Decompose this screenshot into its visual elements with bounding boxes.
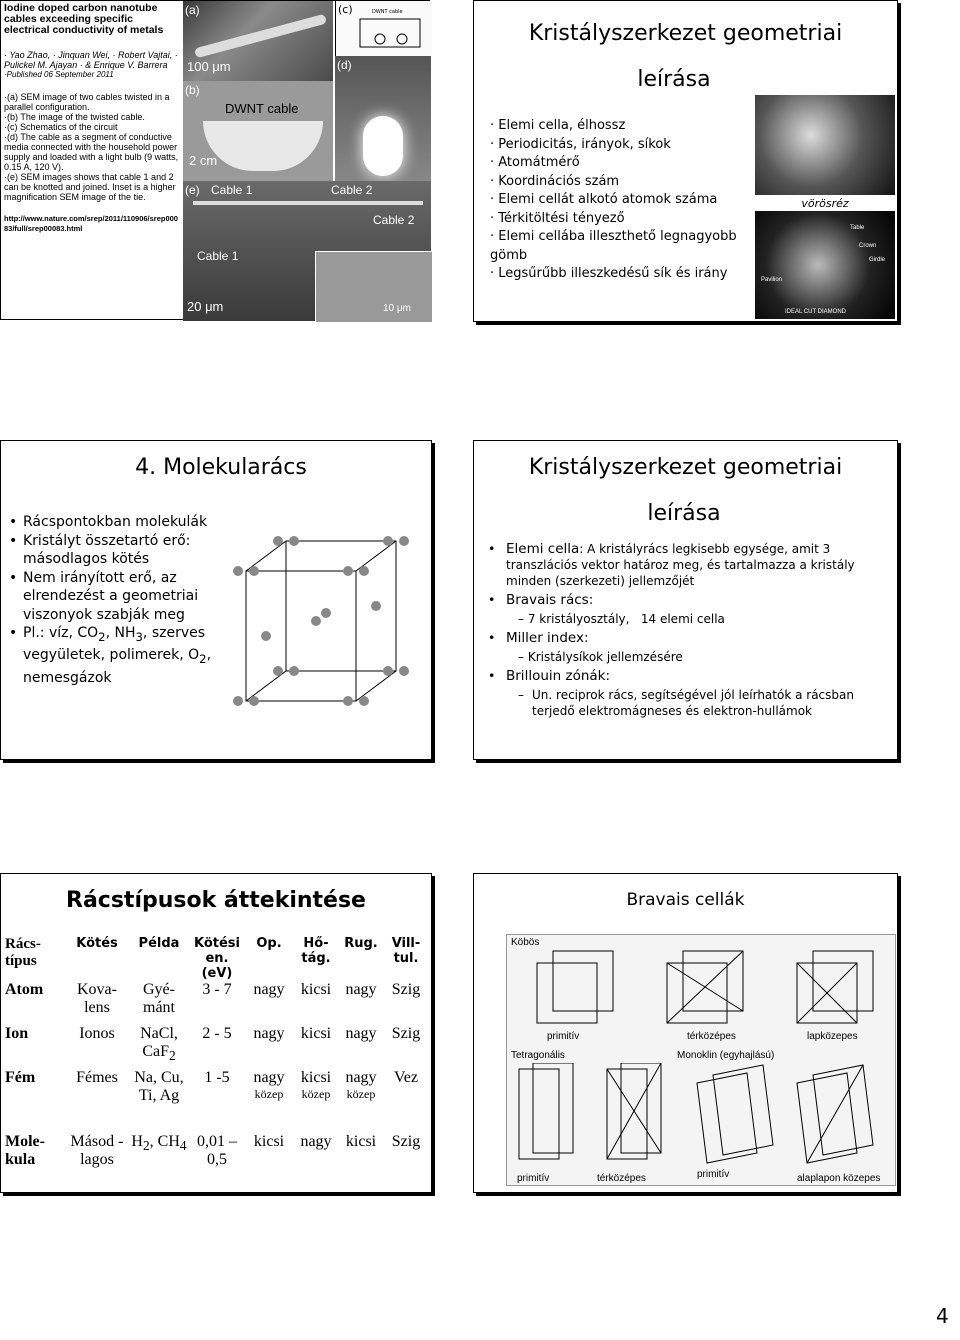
cell-example bbox=[129, 1069, 189, 1133]
slide1-authors: · Yao Zhao, · Jinquan Wei, · Robert Vajtai, · Pulickel M. Ajayan · & Enrique V. Barrera bbox=[4, 50, 178, 70]
cell-example-sub2: 4 bbox=[179, 1138, 187, 1154]
cell-example-sub: 2 bbox=[142, 1138, 150, 1154]
row-type: Ion bbox=[5, 1025, 29, 1042]
molecular-lattice-diagram bbox=[216, 521, 426, 721]
cell-bond: Ionos bbox=[79, 1025, 115, 1042]
list-item-text: Koordinációs szám bbox=[498, 173, 620, 189]
cell-example-text2: , CH bbox=[149, 1133, 180, 1150]
col-header: Hő-tág. bbox=[301, 936, 331, 966]
list-item-text bbox=[506, 541, 893, 589]
cell-vill: Szig bbox=[391, 1025, 421, 1042]
bullet: · bbox=[490, 136, 499, 152]
cell-op: nagy bbox=[253, 1025, 285, 1042]
cell-vill: Szig bbox=[391, 1133, 421, 1150]
copper-photo bbox=[755, 95, 895, 195]
label-terkozepes-2: térközépes bbox=[597, 1173, 646, 1184]
list-item bbox=[488, 541, 893, 589]
slide1-caption-d: ·(d) The cable as a segment of conductive media connected with the household power supply and loaded with a light bulb (9 watts, 0.15 A, 120 V). bbox=[4, 132, 179, 172]
cable-2-label: Cable 2 bbox=[331, 183, 373, 197]
table-row bbox=[3, 1025, 429, 1069]
schematic-label: DWNT cable bbox=[372, 9, 403, 15]
list-item bbox=[490, 154, 740, 173]
cell-energy: 2 - 5 bbox=[202, 1025, 232, 1042]
cell-bond: Másod -lagos bbox=[70, 1133, 124, 1168]
slide3-list bbox=[9, 513, 214, 687]
scale-label-a: 100 μm bbox=[187, 59, 231, 74]
label-primitiv-2: primitív bbox=[517, 1173, 550, 1184]
sub-item: – 7 kristályosztály, 14 elemi cella bbox=[518, 612, 725, 626]
bullet: · bbox=[490, 118, 499, 133]
pl-end: , nemesgázok bbox=[23, 647, 212, 686]
col-header: Vill-tul. bbox=[391, 936, 421, 966]
slide-molekularacs bbox=[0, 440, 432, 760]
cell-example-text: NaCl, CaF bbox=[140, 1025, 178, 1060]
cell-energy: 0,01 –0,5 bbox=[197, 1133, 237, 1168]
slide1-title: Iodine doped carbon nanotube cables exceeding specific electrical conductivity of metals bbox=[4, 2, 164, 36]
table-row bbox=[3, 981, 429, 1025]
pl-sub: 2 bbox=[98, 629, 106, 644]
cell-vill: Szig bbox=[391, 981, 421, 998]
inset-image bbox=[315, 251, 433, 323]
cell-example bbox=[129, 1133, 189, 1177]
sem-image-e bbox=[183, 181, 431, 321]
slide1-caption-c: ·(c) Schematics of the circuit bbox=[4, 122, 118, 132]
cell-example bbox=[129, 1025, 189, 1069]
list-item-text: Atomátmérő bbox=[498, 155, 580, 170]
slide-bravais bbox=[473, 873, 898, 1193]
circuit-icon bbox=[350, 11, 430, 51]
list-item-text: Térkitöltési tényező bbox=[498, 210, 625, 226]
cubic-cells-icon bbox=[507, 945, 895, 1045]
cell-rug-text: nagy bbox=[345, 1069, 377, 1086]
cell-op-text: nagy bbox=[253, 1069, 285, 1086]
pl-mid: , szerves vegyületek, polimerek, O bbox=[23, 625, 206, 664]
bullet: · bbox=[490, 192, 499, 207]
list-item bbox=[9, 513, 214, 532]
list-item-text: Brillouin zónák: bbox=[506, 668, 611, 684]
cell-energy: 1 -5 bbox=[204, 1069, 230, 1086]
label-monoklin: Monoklin (egyhajlású) bbox=[677, 1050, 775, 1061]
bullet: • bbox=[488, 592, 496, 607]
list-item-text: Elemi cella, élhossz bbox=[498, 118, 626, 133]
cell-op-small: közep bbox=[254, 1087, 284, 1101]
col-header: Op. bbox=[256, 936, 282, 951]
slide1-published: ·Published 06 September 2011 bbox=[4, 70, 114, 79]
slide1-url[interactable]: http://www.nature.com/srep/2011/110906/srep00083/full/srep00083.html bbox=[4, 214, 178, 233]
sub-item-text: Kristálysíkok jellemzésére bbox=[527, 650, 683, 664]
diamond-girdle-label: Girdle bbox=[869, 257, 886, 263]
list-item bbox=[9, 532, 214, 569]
slide4-title-line2: leírása bbox=[647, 501, 721, 526]
list-item bbox=[490, 191, 740, 210]
list-item-text: Elemi cellát alkotó atomok száma bbox=[498, 192, 718, 207]
bullet: · bbox=[490, 266, 499, 281]
dash: – bbox=[518, 688, 524, 702]
list-item bbox=[488, 592, 893, 608]
list-item-text: Nem irányított erő, az elrendezést a geometriai viszonyok szabják meg bbox=[23, 569, 199, 623]
sub-item: – Kristálysíkok jellemzésére bbox=[518, 650, 683, 664]
table-row bbox=[3, 1133, 429, 1177]
scale-label-b: 2 cm bbox=[189, 153, 218, 168]
list-item bbox=[490, 173, 740, 192]
slide2-title-line2: leírása bbox=[637, 67, 711, 92]
dwnt-label: DWNT cable bbox=[225, 101, 299, 116]
cell-energy: 3 - 7 bbox=[202, 981, 232, 998]
pl-sub: 2 bbox=[199, 652, 207, 667]
sub-item-text: 7 kristályosztály, 14 elemi cella bbox=[527, 612, 725, 626]
slide-nanotube bbox=[0, 0, 430, 320]
label-primitiv-3: primitív bbox=[697, 1169, 730, 1180]
label-primitiv-1: primitív bbox=[547, 1031, 580, 1042]
cell-ht: kicsi bbox=[300, 1025, 332, 1042]
label-c: (c) bbox=[338, 3, 353, 16]
list-item-text: Legsűrűbb illeszkedésű sík és irány bbox=[498, 266, 728, 281]
table-row bbox=[3, 1069, 429, 1133]
slide1-caption-e: ·(e) SEM images shows that cable 1 and 2 can be knotted and joined. Inset is a higher magnification SEM image of the tie. bbox=[4, 172, 176, 202]
list-item bbox=[490, 228, 740, 265]
pl-mid: , NH bbox=[105, 625, 136, 641]
col-header: Kötési en. (eV) bbox=[193, 936, 240, 981]
bravais-diagram bbox=[506, 934, 896, 1186]
col-header: Rács-típus bbox=[5, 936, 41, 969]
list-item bbox=[490, 265, 740, 284]
pl-prefix: Pl.: víz, CO bbox=[23, 625, 99, 641]
cell-ht: nagy bbox=[300, 1133, 332, 1150]
cell-example-text: Na, Cu, Ti, Ag bbox=[134, 1069, 184, 1104]
cell-example-sub: 2 bbox=[169, 1048, 176, 1064]
cell-op: kicsi bbox=[253, 1133, 285, 1150]
label-kobos: Köbös bbox=[511, 937, 540, 948]
sem-image-a bbox=[183, 1, 333, 81]
cell-ht: kicsi bbox=[300, 981, 332, 998]
cable-2b-label: Cable 2 bbox=[373, 213, 415, 227]
scale-label-inset: 10 μm bbox=[383, 303, 411, 314]
cell-ht-text: kicsi bbox=[300, 1069, 332, 1086]
label-alaplapon: alaplapon közepes bbox=[797, 1173, 881, 1184]
cell-rug-small: közep bbox=[346, 1087, 376, 1101]
list-item-text: Periodicitás, irányok, síkok bbox=[498, 136, 671, 152]
label-d: (d) bbox=[337, 58, 352, 72]
list-item-text: Elemi cellába illeszthető legnagyobb gömb bbox=[490, 229, 737, 263]
sub-item bbox=[518, 687, 893, 719]
diamond-crown-label: Crown bbox=[859, 243, 877, 249]
slide6-title: Bravais cellák bbox=[626, 890, 745, 910]
slide2-title-line1: Kristályszerkezet geometriai bbox=[528, 21, 843, 46]
list-item bbox=[9, 569, 214, 625]
label-a: (a) bbox=[185, 3, 200, 17]
slide4-list bbox=[488, 541, 893, 719]
cable-1-label: Cable 1 bbox=[211, 183, 253, 197]
bullet: · bbox=[490, 155, 499, 170]
copper-label: vörösréz bbox=[801, 197, 849, 210]
elemi-cella-label: Elemi cella bbox=[506, 541, 580, 557]
sub-item-text: Un. reciprok rács, segítségével jól leírhatók a rácsban terjedő elektromágneses és elektron-hullámok bbox=[532, 688, 854, 718]
cell-rug: kicsi bbox=[345, 1133, 377, 1150]
cell-bond: Fémes bbox=[76, 1069, 118, 1086]
slide5-title: Rácstípusok áttekintése bbox=[66, 888, 366, 913]
cell-example bbox=[129, 981, 189, 1025]
slide1-caption-b: ·(b) The image of the twisted cable. bbox=[4, 112, 145, 122]
cell-rug: nagy bbox=[345, 1025, 377, 1042]
cell-example-text: Gyé-mánt bbox=[143, 981, 175, 1016]
cell-ht-small: közep bbox=[301, 1087, 331, 1101]
list-item bbox=[490, 210, 740, 229]
list-item bbox=[490, 136, 740, 155]
diamond-table-label: Table bbox=[850, 225, 865, 231]
list-item-text: Rácspontokban molekulák bbox=[23, 514, 208, 530]
label-terkozepes-1: térközépes bbox=[687, 1031, 736, 1042]
bullet: • bbox=[488, 630, 496, 645]
bullet: • bbox=[488, 668, 496, 683]
slide1-caption-a: ·(a) SEM image of two cables twisted in a parallel configuration. bbox=[4, 92, 170, 112]
photo-d bbox=[335, 56, 431, 181]
cable-line bbox=[193, 201, 423, 205]
label-b: (b) bbox=[185, 83, 200, 97]
diamond-photo bbox=[755, 211, 895, 319]
cell-vill: Vez bbox=[394, 1069, 418, 1086]
bullet: • bbox=[9, 514, 18, 530]
row-type: Mole-kula bbox=[5, 1133, 45, 1168]
label-tetragonalis: Tetragonális bbox=[511, 1050, 565, 1061]
bullet: • bbox=[488, 541, 496, 556]
cell-example-text: H bbox=[131, 1133, 143, 1150]
elemi-cella-text: : A kristályrács legkisebb egysége, amit 3 transzlációs vektor határoz meg, és tartalmazza a kristály minden (szerkezeti) jellemzőjét bbox=[506, 542, 855, 588]
list-item bbox=[488, 630, 893, 646]
bullet: • bbox=[9, 532, 18, 549]
slide-kristaly-2 bbox=[473, 440, 898, 760]
list-item bbox=[488, 668, 893, 684]
list-item bbox=[490, 117, 740, 136]
slide1-text-column bbox=[4, 3, 181, 234]
bullet: · bbox=[490, 229, 499, 244]
list-item-text: Kristályt összetartó erő: másodlagos kötés bbox=[23, 532, 191, 567]
bullet: • bbox=[9, 625, 18, 641]
col-header: Példa bbox=[138, 936, 180, 951]
bullet: • bbox=[9, 569, 18, 586]
slide2-list bbox=[490, 117, 740, 284]
schematic-c bbox=[335, 1, 432, 56]
diamond-caption: IDEAL CUT DIAMOND bbox=[785, 309, 847, 315]
list-item-text: Bravais rács: bbox=[506, 592, 594, 608]
cell-op: nagy bbox=[253, 981, 285, 998]
diamond-pavilion-label: Pavilion bbox=[761, 277, 783, 283]
slide3-title: 4. Molekularács bbox=[135, 455, 307, 480]
label-e: (e) bbox=[185, 183, 200, 197]
photo-b bbox=[183, 81, 333, 181]
cell-ht bbox=[293, 1069, 339, 1133]
bullet: · bbox=[490, 210, 499, 226]
scale-label-e: 20 μm bbox=[187, 299, 224, 314]
cell-op bbox=[245, 1069, 293, 1133]
bullet: · bbox=[490, 173, 499, 189]
cell-rug bbox=[339, 1069, 383, 1133]
disc-shape bbox=[203, 121, 323, 171]
tetragonal-monoclinic-icon bbox=[507, 1063, 895, 1173]
list-item-text bbox=[23, 624, 214, 687]
list-item-text: Miller index: bbox=[506, 630, 589, 646]
bulb-shape bbox=[363, 116, 403, 176]
label-lapkozepes: lapközepes bbox=[807, 1031, 858, 1042]
row-type: Fém bbox=[5, 1069, 36, 1086]
cable-1b-label: Cable 1 bbox=[197, 249, 239, 263]
col-header: Kötés bbox=[76, 936, 118, 951]
slide-racstipusok bbox=[0, 873, 432, 1193]
row-type: Atom bbox=[5, 981, 44, 998]
twisted-cable-shape bbox=[194, 14, 327, 59]
cell-rug: nagy bbox=[345, 981, 377, 998]
rack-type-table bbox=[3, 936, 429, 1177]
pl-sub: 3 bbox=[135, 629, 143, 644]
table-header-row bbox=[3, 936, 429, 981]
cell-bond: Kova-lens bbox=[77, 981, 117, 1016]
slide4-title-line1: Kristályszerkezet geometriai bbox=[528, 455, 843, 480]
col-header: Rug. bbox=[344, 936, 378, 951]
slide-kristaly-1 bbox=[473, 0, 898, 322]
page-number: 4 bbox=[936, 1304, 949, 1328]
list-item bbox=[9, 624, 214, 687]
